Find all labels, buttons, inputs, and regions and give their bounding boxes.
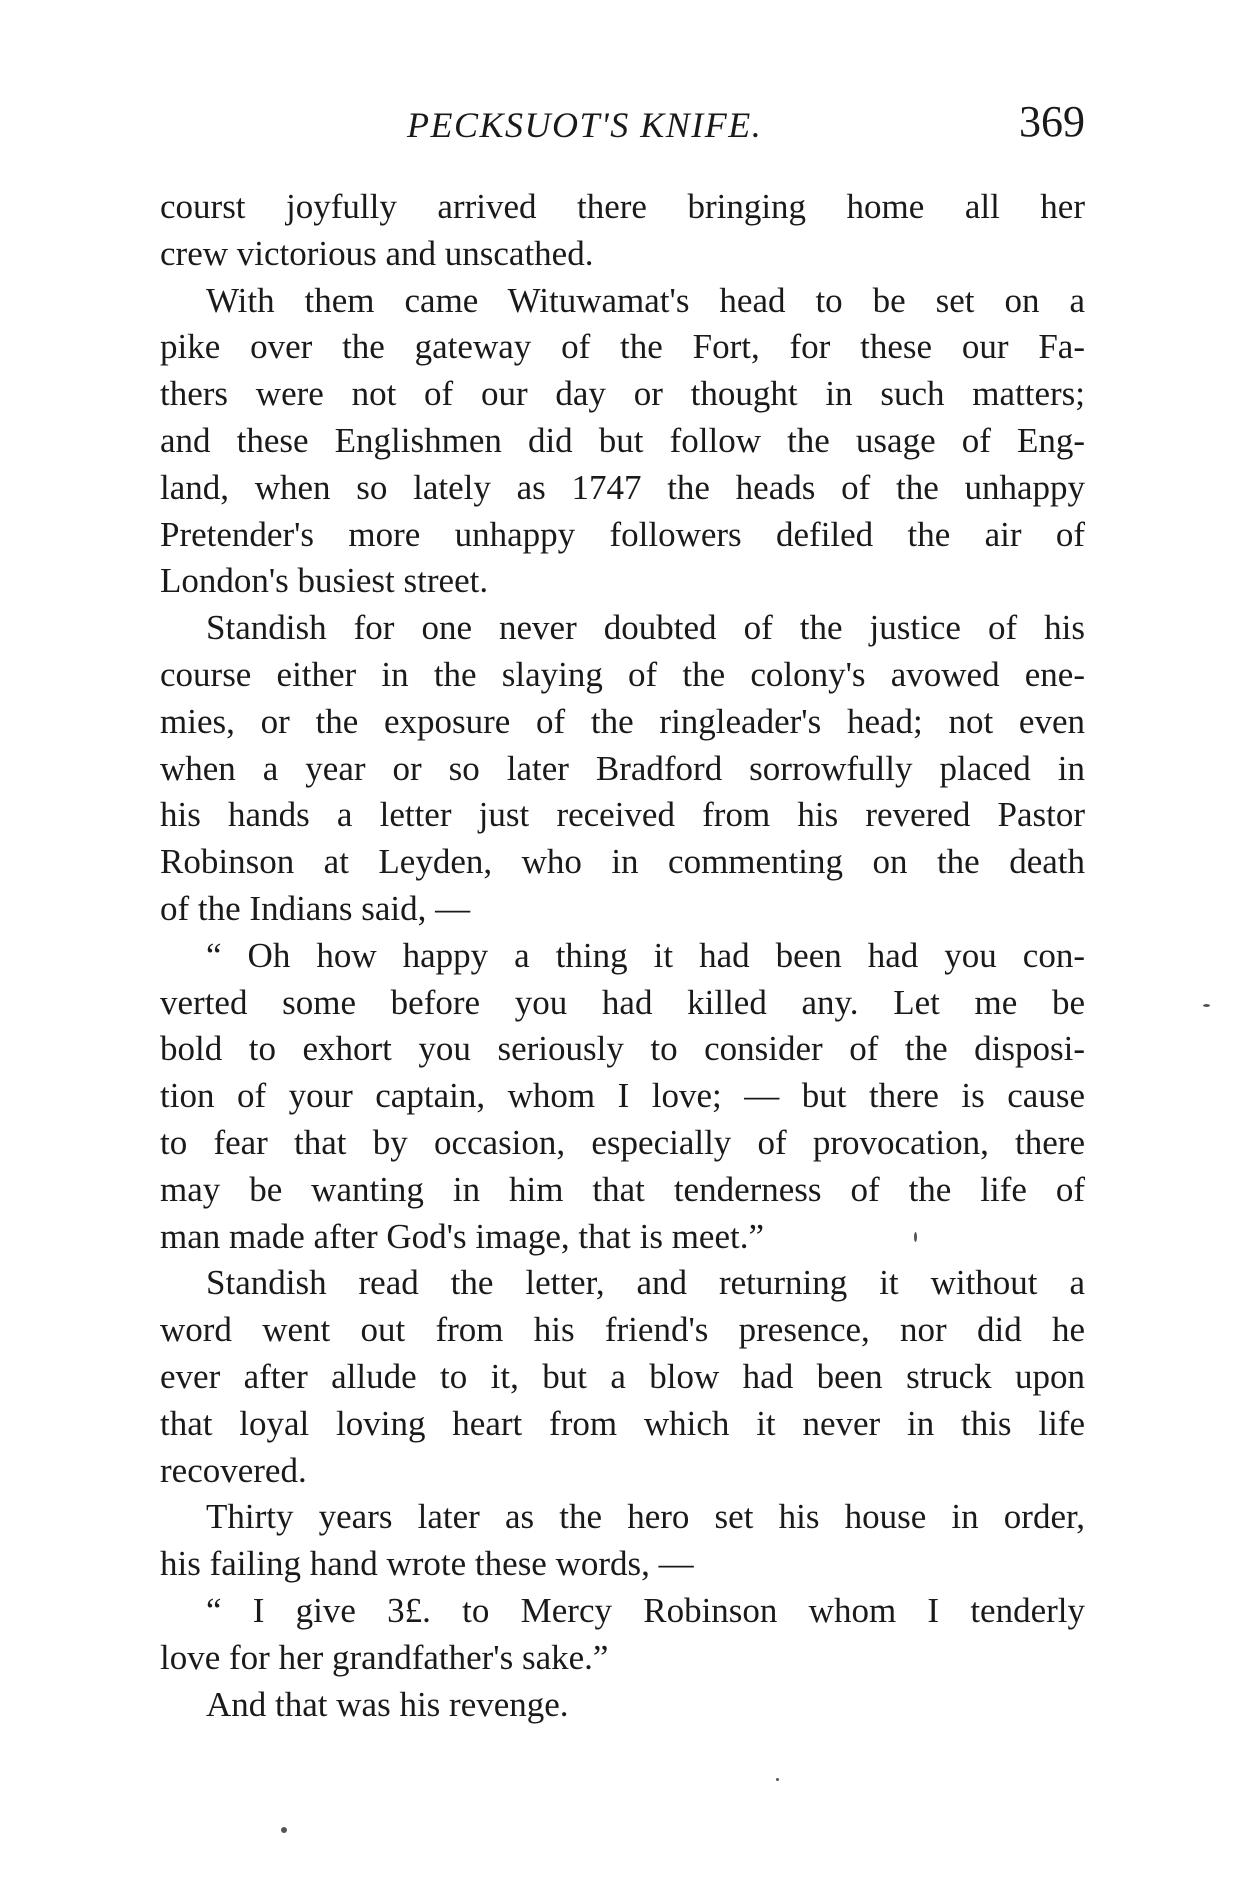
text-line: when a year or so later Bradford sorrowfully placed in [160, 748, 1085, 788]
text-line: “ Oh how happy a thing it had been had you con- [206, 935, 1085, 975]
text-line: bold to exhort you seriously to consider of the disposi- [160, 1029, 1085, 1069]
text-line: London's busiest street. [160, 561, 489, 601]
text-line: tion of your captain, whom I love; — but there is cause [160, 1076, 1085, 1116]
text-line: mies, or the exposure of the ringleader's head; not even [160, 701, 1085, 741]
text-line: love for her grandfather's sake.” [160, 1637, 609, 1677]
text-line: Pretender's more unhappy followers defiled the air of [160, 514, 1085, 554]
page-speck [1203, 1004, 1210, 1007]
text-line: recovered. [160, 1450, 307, 1490]
running-title: PECKSUOT'S KNIFE. [407, 105, 763, 145]
text-line: Thirty years later as the hero set his house in order, [206, 1497, 1085, 1537]
text-line: And that was his revenge. [206, 1684, 569, 1724]
text-line: Standish for one never doubted of the justice of his [206, 608, 1085, 648]
text-line: verted some before you had killed any. Let me be [160, 982, 1085, 1022]
page-number: 369 [1019, 97, 1085, 146]
text-line: With them came Wituwamat's head to be set on a [206, 280, 1085, 320]
text-line: word went out from his friend's presence, nor did he [160, 1310, 1085, 1350]
text-line: crew victorious and unscathed. [160, 233, 594, 273]
text-line: Standish read the letter, and returning it without a [206, 1263, 1085, 1303]
text-line: ever after allude to it, but a blow had been struck upon [160, 1356, 1085, 1396]
text-line: pike over the gateway of the Fort, for these our Fa- [160, 327, 1085, 367]
text-line: his failing hand wrote these words, — [160, 1544, 694, 1584]
text-line: land, when so lately as 1747 the heads of the unhappy [160, 467, 1085, 507]
text-line: man made after God's image, that is meet.” [160, 1216, 765, 1256]
body-text [160, 184, 1085, 1728]
text-line: to fear that by occasion, especially of provocation, there [160, 1122, 1085, 1162]
running-head [160, 96, 1085, 156]
text-line: courst joyfully arrived there bringing home all her [160, 187, 1085, 226]
text-line: that loyal loving heart from which it never in this life [160, 1403, 1085, 1443]
page-speck [914, 1232, 917, 1242]
text-line: Robinson at Leyden, who in commenting on the death [160, 842, 1085, 882]
page-speck [281, 1827, 287, 1833]
text-line: thers were not of our day or thought in such matters; [160, 374, 1085, 414]
page-speck [776, 1778, 779, 1781]
text-line: “ I give 3£. to Mercy Robinson whom I tenderly [206, 1590, 1085, 1630]
text-line: and these Englishmen did but follow the usage of Eng- [160, 420, 1085, 460]
text-line: of the Indians said, — [160, 888, 471, 928]
text-line: course either in the slaying of the colony's avowed ene- [160, 654, 1085, 694]
text-line: may be wanting in him that tenderness of the life of [160, 1169, 1085, 1209]
text-line: his hands a letter just received from his revered Pastor [160, 795, 1085, 835]
